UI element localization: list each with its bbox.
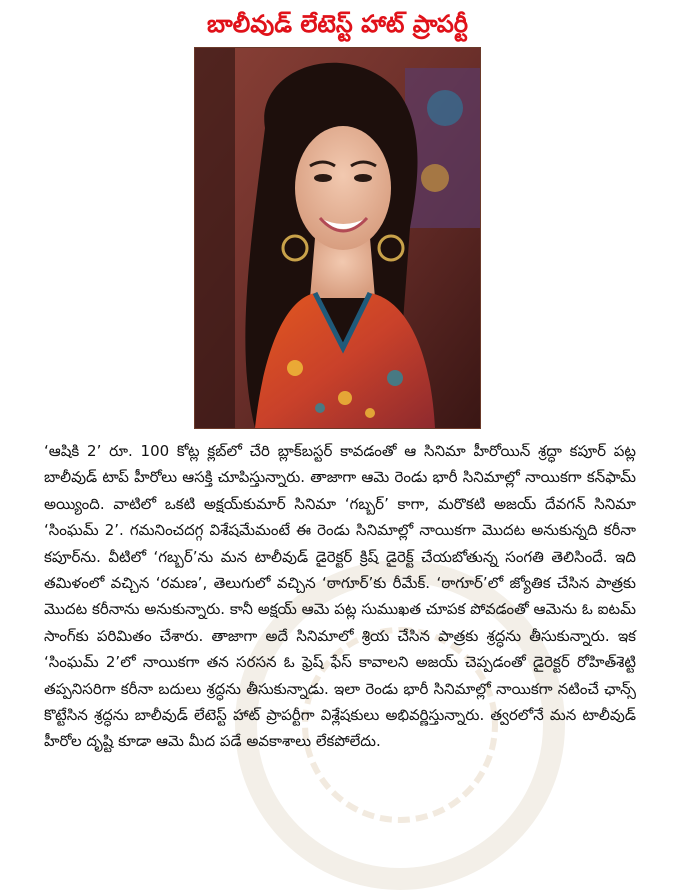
article-photo <box>194 47 481 429</box>
page-title: బాలీవుడ్ లేటెస్ట్ హాట్ ప్రాపర్టీ <box>206 10 469 38</box>
article-body: ‘ఆషికి 2’ రూ. 100 కోట్ల క్లబ్‌లో చేరి బ్లాక్‌బస్టర్ కావడంతో ఆ సినిమా హీరోయిన్ శ్రద్ధా కపూర్ పట్ల బాలీవుడ్ టాప్ హీరోలు ఆసక్తి చూపిస్తున్నారు. తాజాగా ఆమె రెండు భారీ సినిమాల్లో నాయికగా కన్‌ఫామ్ అయ్యింది. వాటిలో ఒకటి అక్షయ్‌కుమార్ సినిమా ‘గబ్బర్’ కాగా, మరొకటి అజయ్ దేవగన్ సినిమా ‘సింఘమ్ 2’. గమనించదగ్గ విశేషమేమంటే ఈ రెండు సినిమాల్లో నాయికగా మొదట అనుకున్నది కరీనా కపూర్‌ను. వీటిలో ‘గబ్బర్’ను మన టాలీవుడ్ డైరెక్టర్ క్రిష్ డైరెక్ట్ చేయబోతున్న సంగతి తెలిసిందే. ఇది తమిళంలో వచ్చిన ‘రమణ’, తెలుగులో వచ్చిన ‘ఠాగూర్’కు రీమేక్. ‘ఠాగూర్’లో జ్యోతిక చేసిన పాత్రకు మొదట కరీనాను అనుకున్నారు. కానీ అక్షయ్ ఆమె పట్ల సుముఖత చూపక పోవడంతో ఆమెను ఓ ఐటమ్ సాంగ్‌కు పరిమితం చేశారు. తాజాగా అదే సినిమాలో శ్రియ చేసిన పాత్రకు శ్రద్ధను తీసుకున్నారు. ఇక ‘సింఘమ్ 2’లో నాయికగా తన సరసన ఓ ఫ్రెష్ ఫేస్ కావాలని అజయ్ చెప్పడంతో డైరెక్టర్ రోహిత్‌శెట్టి తప్పనిసరిగా కరీనా బదులు శ్రద్ధను తీసుకున్నాడు. ఇలా రెండు భారీ సినిమాల్లో నాయికగా నటించే ఛాన్స్ కొట్టేసిన శ్రద్ధను బాలీవుడ్ లేటెస్ట్ హాట్ ప్రాపర్టీగా విశ్లేషకులు అభివర్ణిస్తున్నారు. త్వరలోనే మన టాలీవుడ్ హీరోల దృష్టి కూడా ఆమె మీద పడే అవకాశాలు లేకపోలేదు. <box>44 442 636 751</box>
